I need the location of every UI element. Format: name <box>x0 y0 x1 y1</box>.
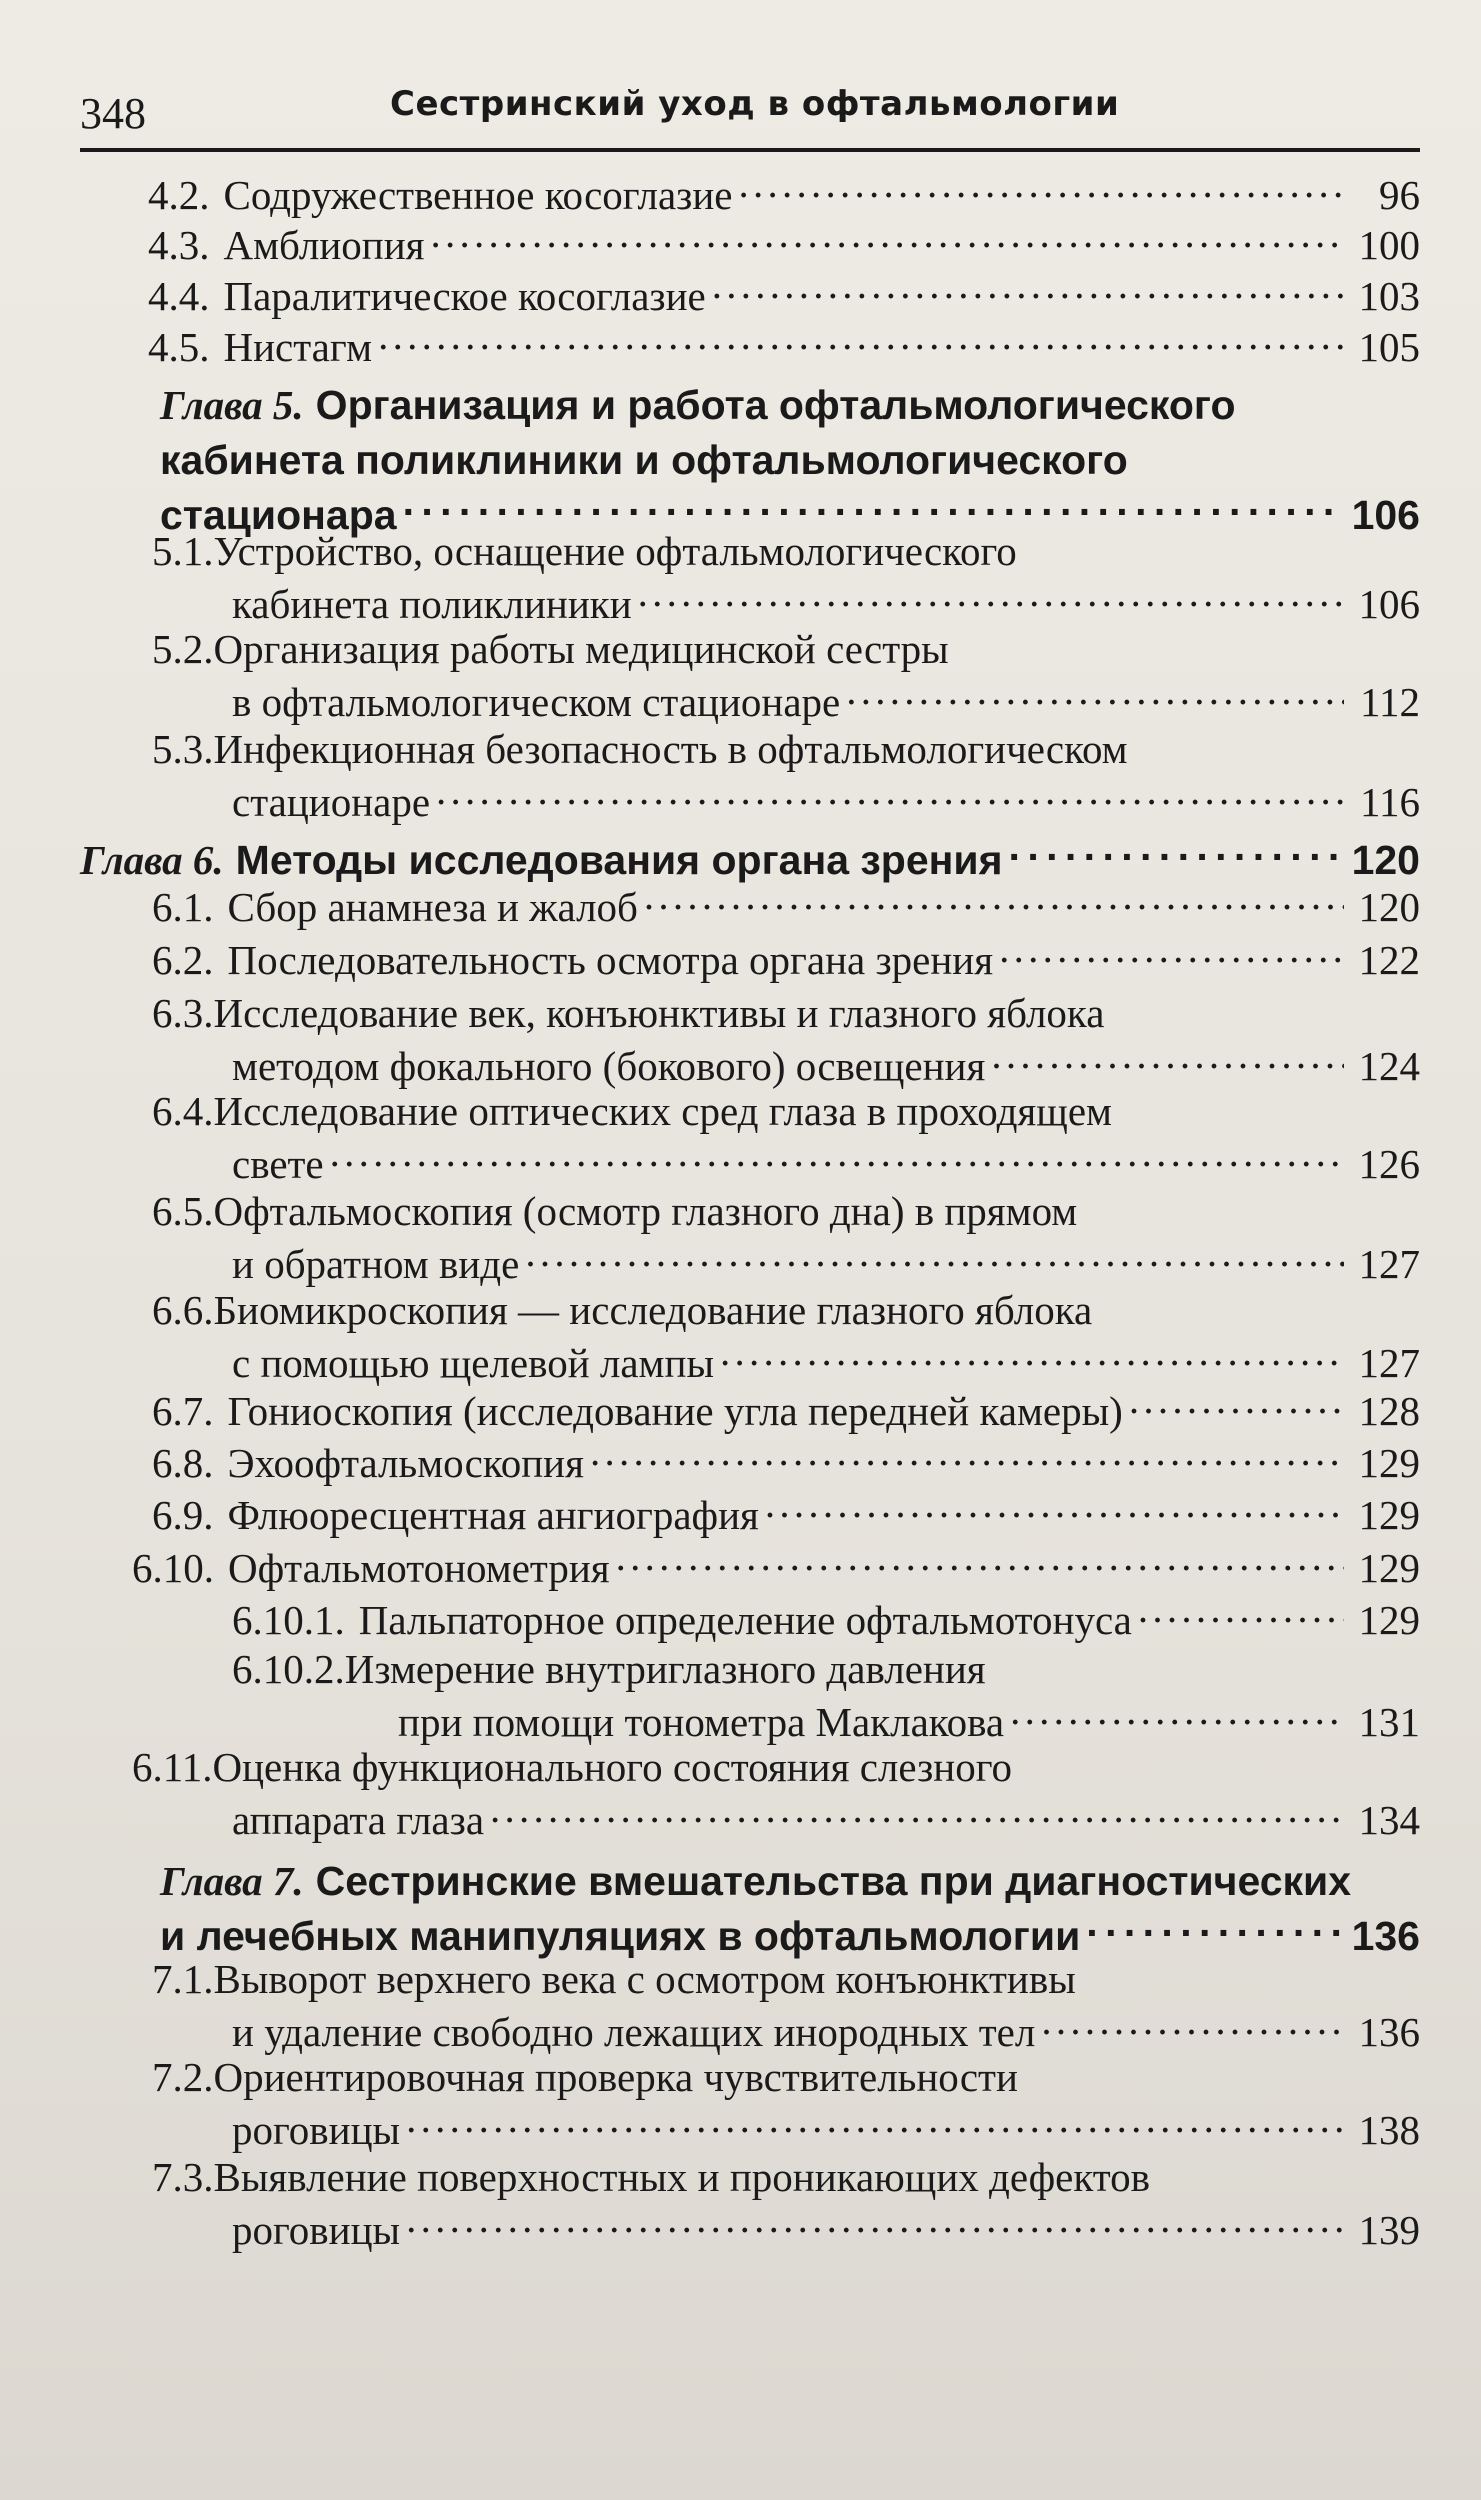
entry-title-line: Последовательность осмотра органа зрения <box>227 937 994 983</box>
toc-entry <box>80 1488 1420 1541</box>
toc-entry <box>80 320 1420 373</box>
entry-title-line: Организация и работа офтальмологического <box>315 382 1236 428</box>
toc-entry <box>80 1644 1420 1748</box>
page-ref: 129 <box>1358 1492 1420 1538</box>
toc-entry <box>80 2152 1420 2256</box>
entry-title-line: в офтальмологическом стационаре <box>232 679 841 725</box>
dot-leader <box>1009 833 1344 874</box>
page-ref: 129 <box>1358 1597 1420 1643</box>
dot-leader <box>616 1541 1344 1582</box>
toc-entry <box>80 933 1420 986</box>
entry-title-line: и обратном виде <box>232 1241 520 1287</box>
entry-title-line: кабинета поликлиники <box>232 581 632 627</box>
section-number: 5.2. <box>152 626 214 672</box>
page-ref: 129 <box>1358 1545 1420 1591</box>
entry-title-line: кабинета поликлиники и офтальмологического <box>160 437 1128 483</box>
toc-entry <box>80 1186 1420 1290</box>
entry-title-line: Ориентировочная проверка чувствительности <box>213 2054 1018 2100</box>
dot-leader <box>431 218 1344 259</box>
dot-leader <box>406 2103 1344 2144</box>
section-number: 6.10. <box>132 1545 214 1591</box>
chapter-label: Глава 5. <box>160 382 304 428</box>
page-ref: 96 <box>1379 172 1420 218</box>
section-number: 7.2. <box>152 2054 214 2100</box>
page-header <box>80 82 1420 144</box>
toc-entry <box>80 988 1420 1092</box>
entry-title-line: Измерение внутриглазного давления <box>344 1646 986 1692</box>
toc-entry <box>80 880 1420 933</box>
toc-entry <box>80 1541 1420 1594</box>
dot-leader <box>525 1237 1344 1278</box>
entry-title-line: аппарата глаза <box>232 1797 485 1843</box>
dot-leader <box>712 269 1344 310</box>
entry-title-line: Организация работы медицинской сестры <box>213 626 949 672</box>
dot-leader <box>846 675 1344 716</box>
dot-leader <box>1129 1384 1344 1425</box>
entry-title-line: с помощью щелевой лампы <box>232 1340 714 1386</box>
toc-entry <box>80 526 1420 630</box>
toc-entry <box>80 1436 1420 1489</box>
dot-leader <box>765 1488 1344 1529</box>
chapter-label: Глава 6. <box>80 837 224 883</box>
section-number: 6.4. <box>152 1088 214 1134</box>
page-ref: 116 <box>1360 779 1420 825</box>
page-ref: 124 <box>1358 1043 1420 1089</box>
section-number: 4.5. <box>148 324 210 370</box>
entry-title-line: стационара <box>160 492 397 538</box>
entry-title-line: и лечебных манипуляциях в офтальмологии <box>160 1913 1081 1959</box>
section-number: 5.1. <box>152 528 214 574</box>
entry-title-line: Выявление поверхностных и проникающих дефектов <box>213 2154 1150 2200</box>
chapter-label: Глава 7. <box>160 1858 304 1904</box>
page-ref: 120 <box>1351 837 1420 883</box>
page-ref: 139 <box>1358 2207 1420 2253</box>
entry-title-line: методом фокального (бокового) освещения <box>232 1043 986 1089</box>
toc-entry <box>80 2052 1420 2156</box>
page-ref: 128 <box>1358 1388 1420 1434</box>
toc-entry <box>80 1384 1420 1437</box>
section-number: 6.5. <box>152 1188 214 1234</box>
dot-leader <box>999 933 1344 974</box>
entry-title-line: Исследование оптических сред глаза в проходящем <box>213 1088 1112 1134</box>
section-number: 4.2. <box>148 172 210 218</box>
entry-title-line: Пальпаторное определение офтальмотонуса <box>358 1597 1132 1643</box>
entry-title-line: Нистагм <box>223 324 373 370</box>
entry-title-line: свете <box>232 1141 324 1187</box>
toc-entry <box>80 168 1420 221</box>
page-ref: 127 <box>1358 1241 1420 1287</box>
page-ref: 106 <box>1351 492 1420 538</box>
dot-leader <box>406 2203 1344 2244</box>
page-ref: 131 <box>1358 1699 1420 1745</box>
section-number: 4.4. <box>148 273 210 319</box>
page-ref: 138 <box>1358 2107 1420 2153</box>
entry-title-line: Амблиопия <box>223 222 425 268</box>
page-ref: 122 <box>1358 937 1420 983</box>
toc-entry <box>80 1742 1420 1846</box>
entry-title-line: Сбор анамнеза и жалоб <box>227 884 638 930</box>
section-number: 6.3. <box>152 990 214 1036</box>
toc-entry <box>80 1593 1420 1646</box>
section-number: 6.7. <box>152 1388 214 1434</box>
section-number: 6.10.1. <box>232 1597 345 1643</box>
dot-leader <box>330 1137 1344 1178</box>
section-number: 6.9. <box>152 1492 214 1538</box>
dot-leader <box>739 168 1345 209</box>
dot-leader <box>644 880 1344 921</box>
toc-entry <box>80 1086 1420 1190</box>
entry-title-line: Выворот верхнего века с осмотром конъюнктивы <box>213 1956 1076 2002</box>
section-number: 6.8. <box>152 1440 214 1486</box>
page-ref: 103 <box>1358 273 1420 319</box>
page-ref: 112 <box>1360 679 1420 725</box>
entry-title-line: Паралитическое косоглазие <box>223 273 706 319</box>
dot-leader <box>1010 1695 1344 1736</box>
dot-leader <box>403 488 1344 529</box>
dot-leader <box>490 1793 1344 1834</box>
running-title: Сестринский уход в офтальмологии <box>390 84 1120 124</box>
section-number: 6.2. <box>152 937 214 983</box>
page-ref: 120 <box>1358 884 1420 930</box>
entry-title-line: Оценка функционального состояния слезного <box>212 1744 1013 1790</box>
section-number: 7.3. <box>152 2154 214 2200</box>
dot-leader <box>638 577 1344 618</box>
entry-title-line: Офтальмотонометрия <box>228 1545 610 1591</box>
dot-leader <box>378 320 1344 361</box>
dot-leader <box>1138 1593 1344 1634</box>
toc-entry <box>80 724 1420 828</box>
section-number: 7.1. <box>152 1956 214 2002</box>
section-number: 5.3. <box>152 726 214 772</box>
entry-title-line: Флюоресцентная ангиография <box>227 1492 759 1538</box>
entry-title-line: Содружественное косоглазие <box>223 172 733 218</box>
page-ref: 136 <box>1351 1913 1420 1959</box>
section-number: 6.10.2. <box>232 1646 345 1692</box>
dot-leader <box>991 1039 1344 1080</box>
page-ref: 134 <box>1358 1797 1420 1843</box>
entry-title-line: и удаление свободно лежащих инородных тел <box>232 2009 1036 2055</box>
entry-title-line: Эхоофтальмоскопия <box>227 1440 584 1486</box>
entry-title-line: Инфекционная безопасность в офтальмологическом <box>213 726 1128 772</box>
entry-title-line: Устройство, оснащение офтальмологического <box>213 528 1017 574</box>
entry-title-line: стационаре <box>232 779 431 825</box>
page-ref: 127 <box>1358 1340 1420 1386</box>
toc-chapter <box>80 378 1420 543</box>
page-ref: 126 <box>1358 1141 1420 1187</box>
page-ref: 105 <box>1358 324 1420 370</box>
toc-entry <box>80 624 1420 728</box>
page-ref: 100 <box>1358 222 1420 268</box>
page-ref: 106 <box>1358 581 1420 627</box>
page-ref: 129 <box>1358 1440 1420 1486</box>
dot-leader <box>590 1436 1344 1477</box>
entry-title-line: Сестринские вмешательства при диагностических <box>315 1858 1352 1904</box>
entry-title-line: Методы исследования органа зрения <box>235 837 1003 883</box>
entry-title-line: роговицы <box>232 2107 401 2153</box>
toc-entry <box>80 1285 1420 1389</box>
page-ref: 136 <box>1358 2009 1420 2055</box>
dot-leader <box>720 1336 1344 1377</box>
dot-leader <box>1041 2005 1344 2046</box>
toc-entry <box>80 1954 1420 2058</box>
header-rule <box>80 148 1420 152</box>
section-number: 4.3. <box>148 222 210 268</box>
page-number: 348 <box>80 89 146 138</box>
entry-title-line: при помощи тонометра Маклакова <box>398 1699 1005 1745</box>
dot-leader <box>1086 1909 1344 1950</box>
entry-title-line: Гониоскопия (исследование угла передней камеры) <box>227 1388 1123 1434</box>
toc-entry <box>80 269 1420 322</box>
entry-title-line: роговицы <box>232 2207 401 2253</box>
entry-title-line: Биомикроскопия — исследование глазного яблока <box>213 1287 1093 1333</box>
dot-leader <box>436 775 1344 816</box>
section-number: 6.11. <box>132 1744 213 1790</box>
section-number: 6.6. <box>152 1287 214 1333</box>
section-number: 6.1. <box>152 884 214 930</box>
toc-chapter <box>80 1854 1420 1964</box>
toc-entry <box>80 218 1420 271</box>
entry-title-line: Исследование век, конъюнктивы и глазного яблока <box>213 990 1105 1036</box>
entry-title-line: Офтальмоскопия (осмотр глазного дна) в прямом <box>213 1188 1078 1234</box>
